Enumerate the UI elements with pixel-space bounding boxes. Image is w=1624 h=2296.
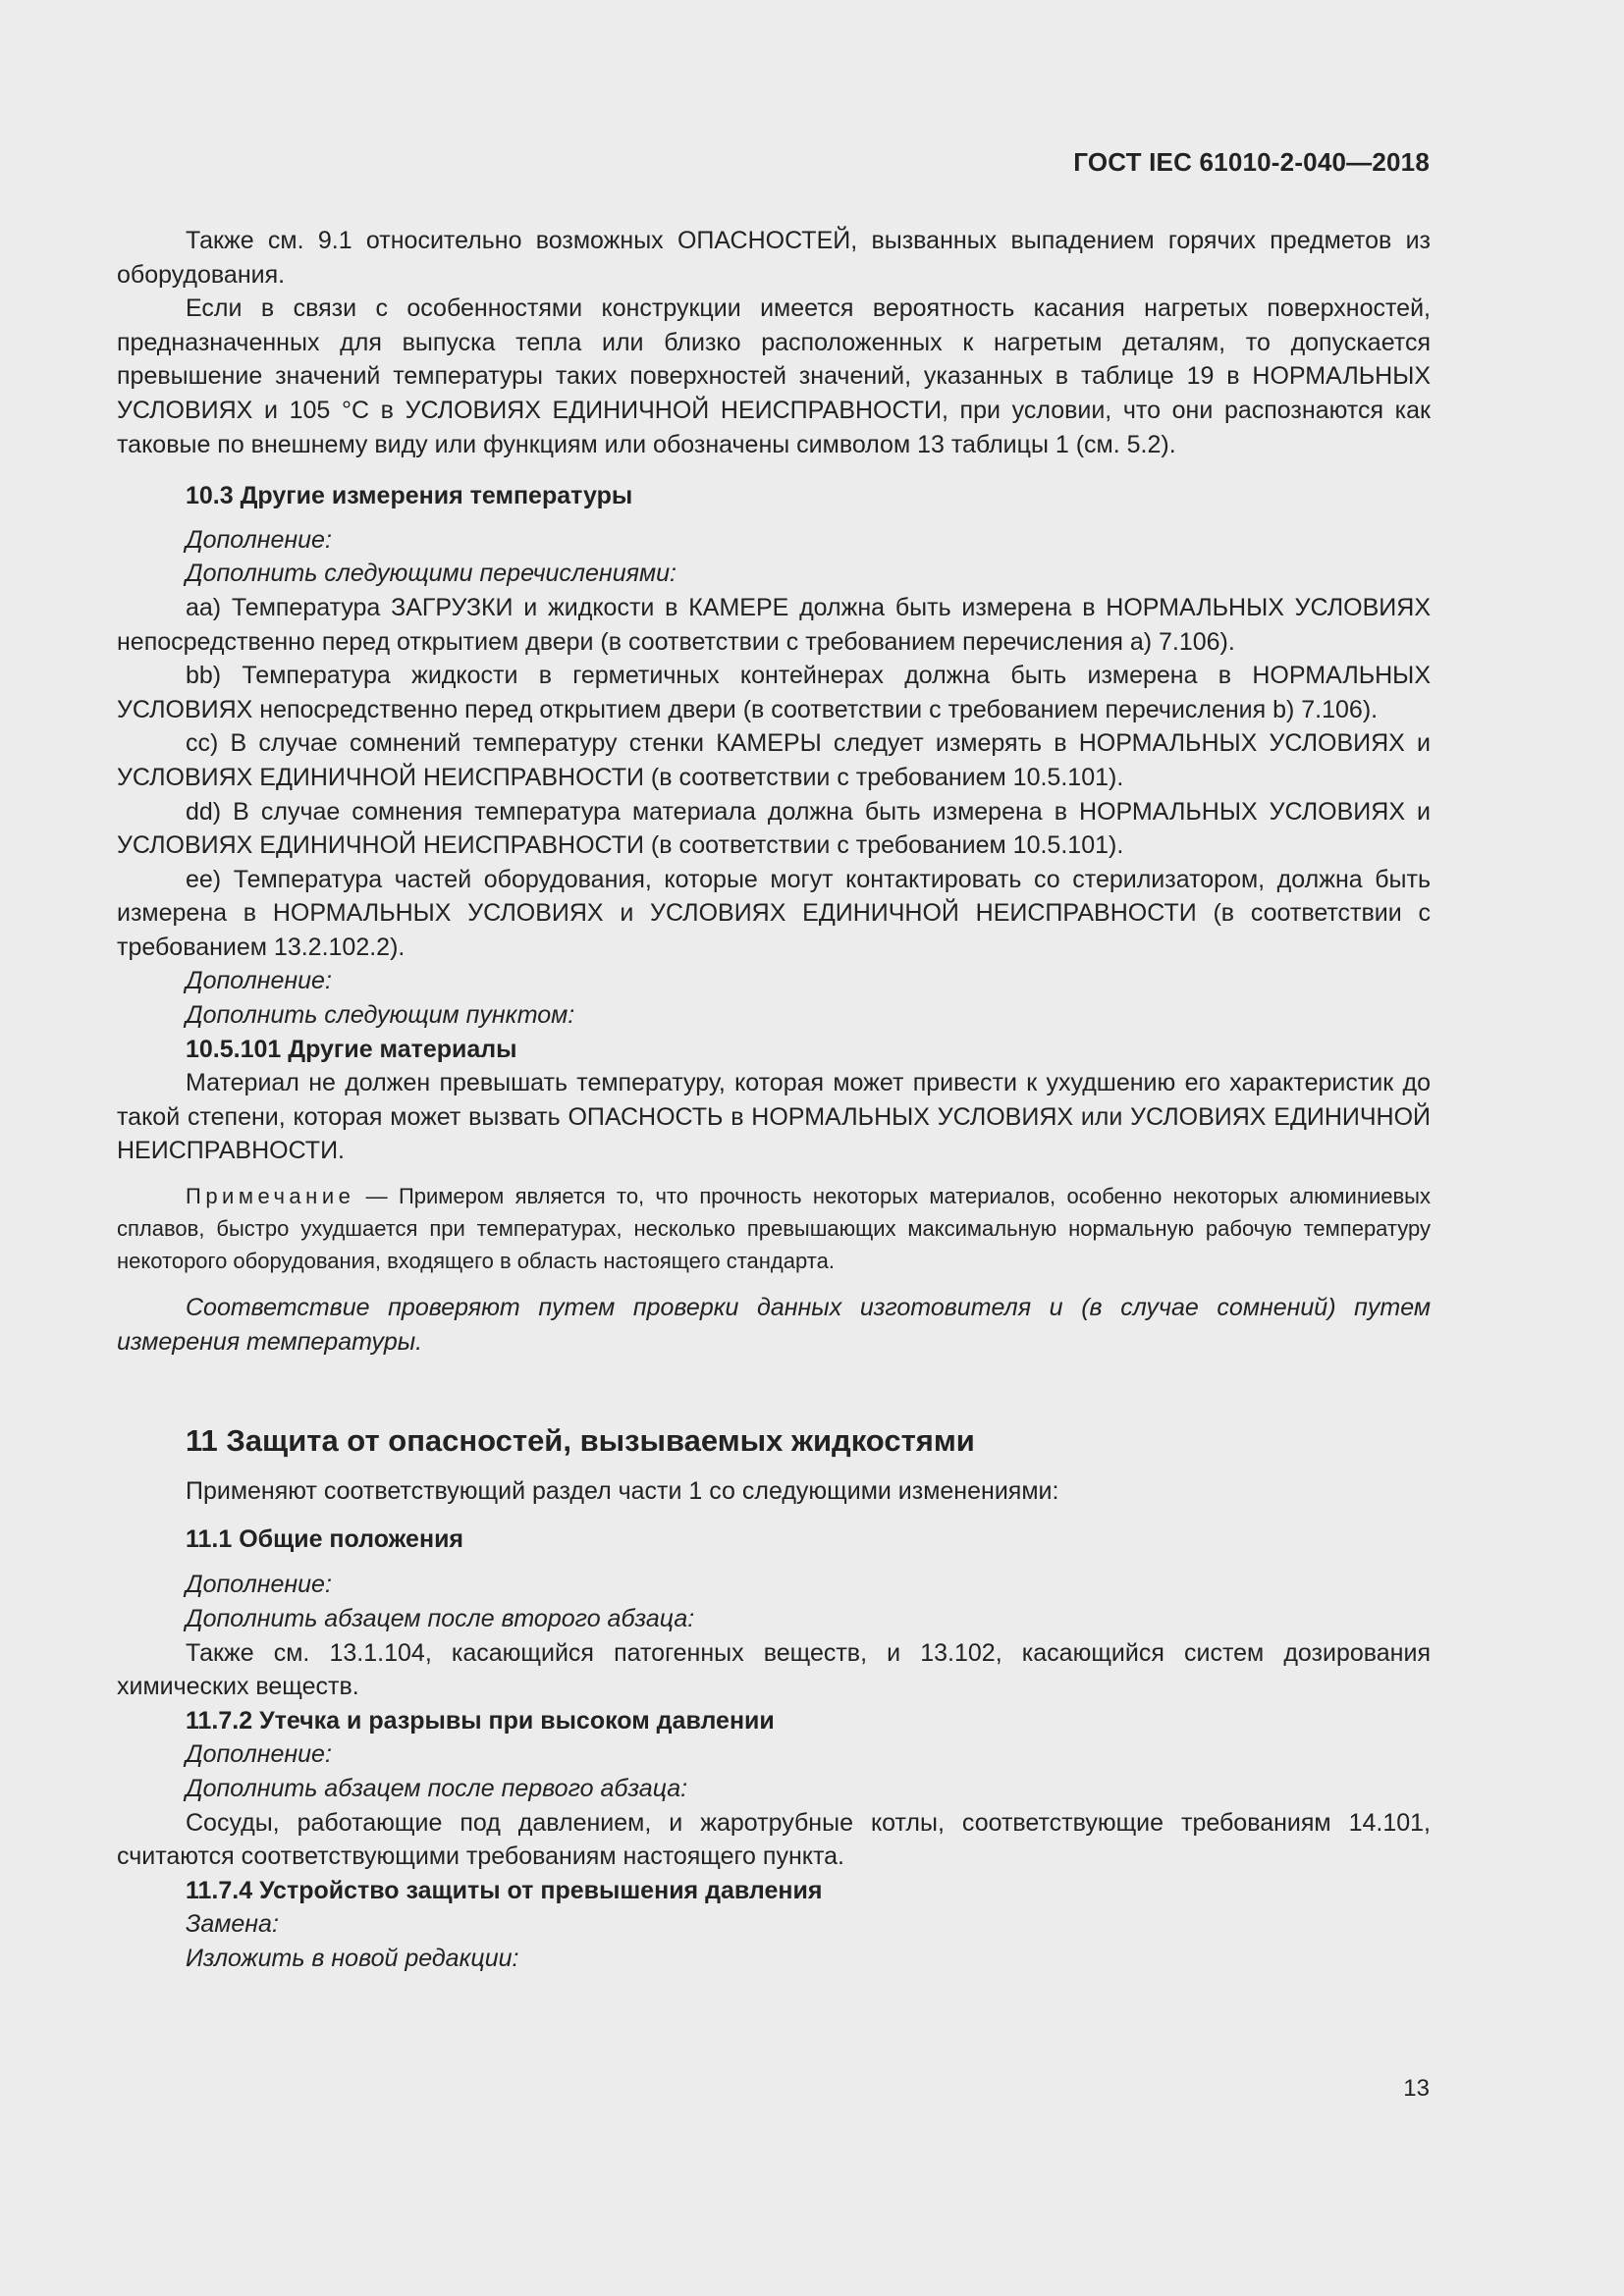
page-number: 13 (1403, 2075, 1430, 2102)
section-11-intro: Применяют соответствующий раздел части 1 со следующими изменениями: (186, 1477, 1059, 1506)
note-text: — Примером является то, что прочность некоторых материалов, особенно некоторых алюминиевых сплавов, быстро ухудшается при температурах, несколько превышающих максимальную нормальную рабочую температуру некоторого оборудования, входящего в область настоящего стандарта. (117, 1184, 1431, 1274)
list-item-aa: aa) Температура ЗАГРУЗКИ и жидкости в КАМЕРЕ должна быть измерена в НОРМАЛЬНЫХ УСЛОВИЯХ непосредственно перед открытием двери (в соответствии с требованием перечисления а) 7.106). (117, 593, 1431, 656)
note-paragraph (117, 1180, 1431, 1277)
paragraph-11-1: Также см. 13.1.104, касающийся патогенных веществ, и 13.102, касающийся систем дозирования химических веществ. (117, 1638, 1431, 1701)
addition-label-11-1: Дополнение: (186, 1571, 332, 1599)
note-label: Примечание (186, 1184, 355, 1209)
replacement-label: Замена: (186, 1910, 279, 1939)
paragraph-heated-surfaces: Если в связи с особенностями конструкции имеется вероятность касания нагретых поверхностей, предназначенных для выпуска тепла или близко расположенных к нагретым деталям, то допускается превышение значений температуры таких поверхностей значений, указанных в таблице 19 в НОРМАЛЬНЫХ УСЛОВИЯХ и 105 °С в УСЛОВИЯХ ЕДИНИЧНОЙ НЕИСПРАВНОСТИ, при условии, что они распознаются как таковые по внешнему виду или функциям или обозначены символом 13 таблицы 1 (см. 5.2). (117, 294, 1431, 458)
addition-label: Дополнение: (186, 525, 332, 554)
heading-11-1: 11.1 Общие положения (186, 1524, 464, 1553)
addition-label-2: Дополнение: (186, 967, 332, 995)
addition-label-11-7-2: Дополнение: (186, 1740, 332, 1769)
list-item-ee: ee) Температура частей оборудования, которые могут контактировать со стерилизатором, должна быть измерена в НОРМАЛЬНЫХ УСЛОВИЯХ и УСЛОВИЯХ ЕДИНИЧНОЙ НЕИСПРАВНОСТИ (в соответствии с требованием 13.2.102.2). (117, 865, 1431, 961)
addition-instruction-2: Дополнить следующим пунктом: (186, 1001, 575, 1030)
addition-instruction-11-1: Дополнить абзацем после второго абзаца: (186, 1605, 695, 1632)
addition-instruction-11-7-2: Дополнить абзацем после первого абзаца: (186, 1774, 688, 1802)
replacement-instruction: Изложить в новой редакции: (186, 1944, 519, 1972)
paragraph-other-materials: Материал не должен превышать температуру, которая может привести к ухудшению его характеристик до такой степени, которая может вызвать ОПАСНОСТЬ в НОРМАЛЬНЫХ УСЛОВИЯХ или УСЛОВИЯХ ЕДИНИЧНОЙ НЕИСПРАВНОСТИ. (117, 1069, 1431, 1165)
heading-section-11: 11 Защита от опасностей, вызываемых жидкостями (186, 1423, 975, 1459)
heading-11-7-4: 11.7.4 Устройство защиты от превышения давления (186, 1876, 823, 1904)
heading-11-7-2: 11.7.2 Утечка и разрывы при высоком давлении (186, 1706, 775, 1735)
paragraph-11-7-2: Сосуды, работающие под давлением, и жаротрубные котлы, соответствующие требованиям 14.101, считаются соответствующими требованиям настоящего пункта. (117, 1808, 1431, 1871)
heading-10-5-101: 10.5.101 Другие материалы (186, 1035, 517, 1063)
page-content (117, 224, 1431, 1976)
list-item-bb: bb) Температура жидкости в герметичных контейнерах должна быть измерена в НОРМАЛЬНЫХ УСЛОВИЯХ непосредственно перед открытием двери (в соответствии с требованием перечисления b) 7.106). (117, 662, 1431, 723)
addition-instruction: Дополнить следующими перечислениями: (186, 560, 677, 588)
paragraph-hot-objects: Также см. 9.1 относительно возможных ОПАСНОСТЕЙ, вызванных выпадением горячих предметов из оборудования. (117, 227, 1431, 289)
list-item-cc: cc) В случае сомнений температуру стенки КАМЕРЫ следует измерять в НОРМАЛЬНЫХ УСЛОВИЯХ и УСЛОВИЯХ ЕДИНИЧНОЙ НЕИСПРАВНОСТИ (в соответствии с требованием 10.5.101). (117, 729, 1431, 791)
heading-10-3: 10.3 Другие измерения температуры (186, 482, 633, 510)
compliance-check: Соответствие проверяют путем проверки данных изготовителя и (в случае сомнений) путем измерения температуры. (117, 1294, 1431, 1356)
document-code-header: ГОСТ IEC 61010-2-040—2018 (1073, 147, 1430, 177)
list-item-dd: dd) В случае сомнения температура материала должна быть измерена в НОРМАЛЬНЫХ УСЛОВИЯХ и УСЛОВИЯХ ЕДИНИЧНОЙ НЕИСПРАВНОСТИ (в соответствии с требованием 10.5.101). (117, 797, 1431, 860)
